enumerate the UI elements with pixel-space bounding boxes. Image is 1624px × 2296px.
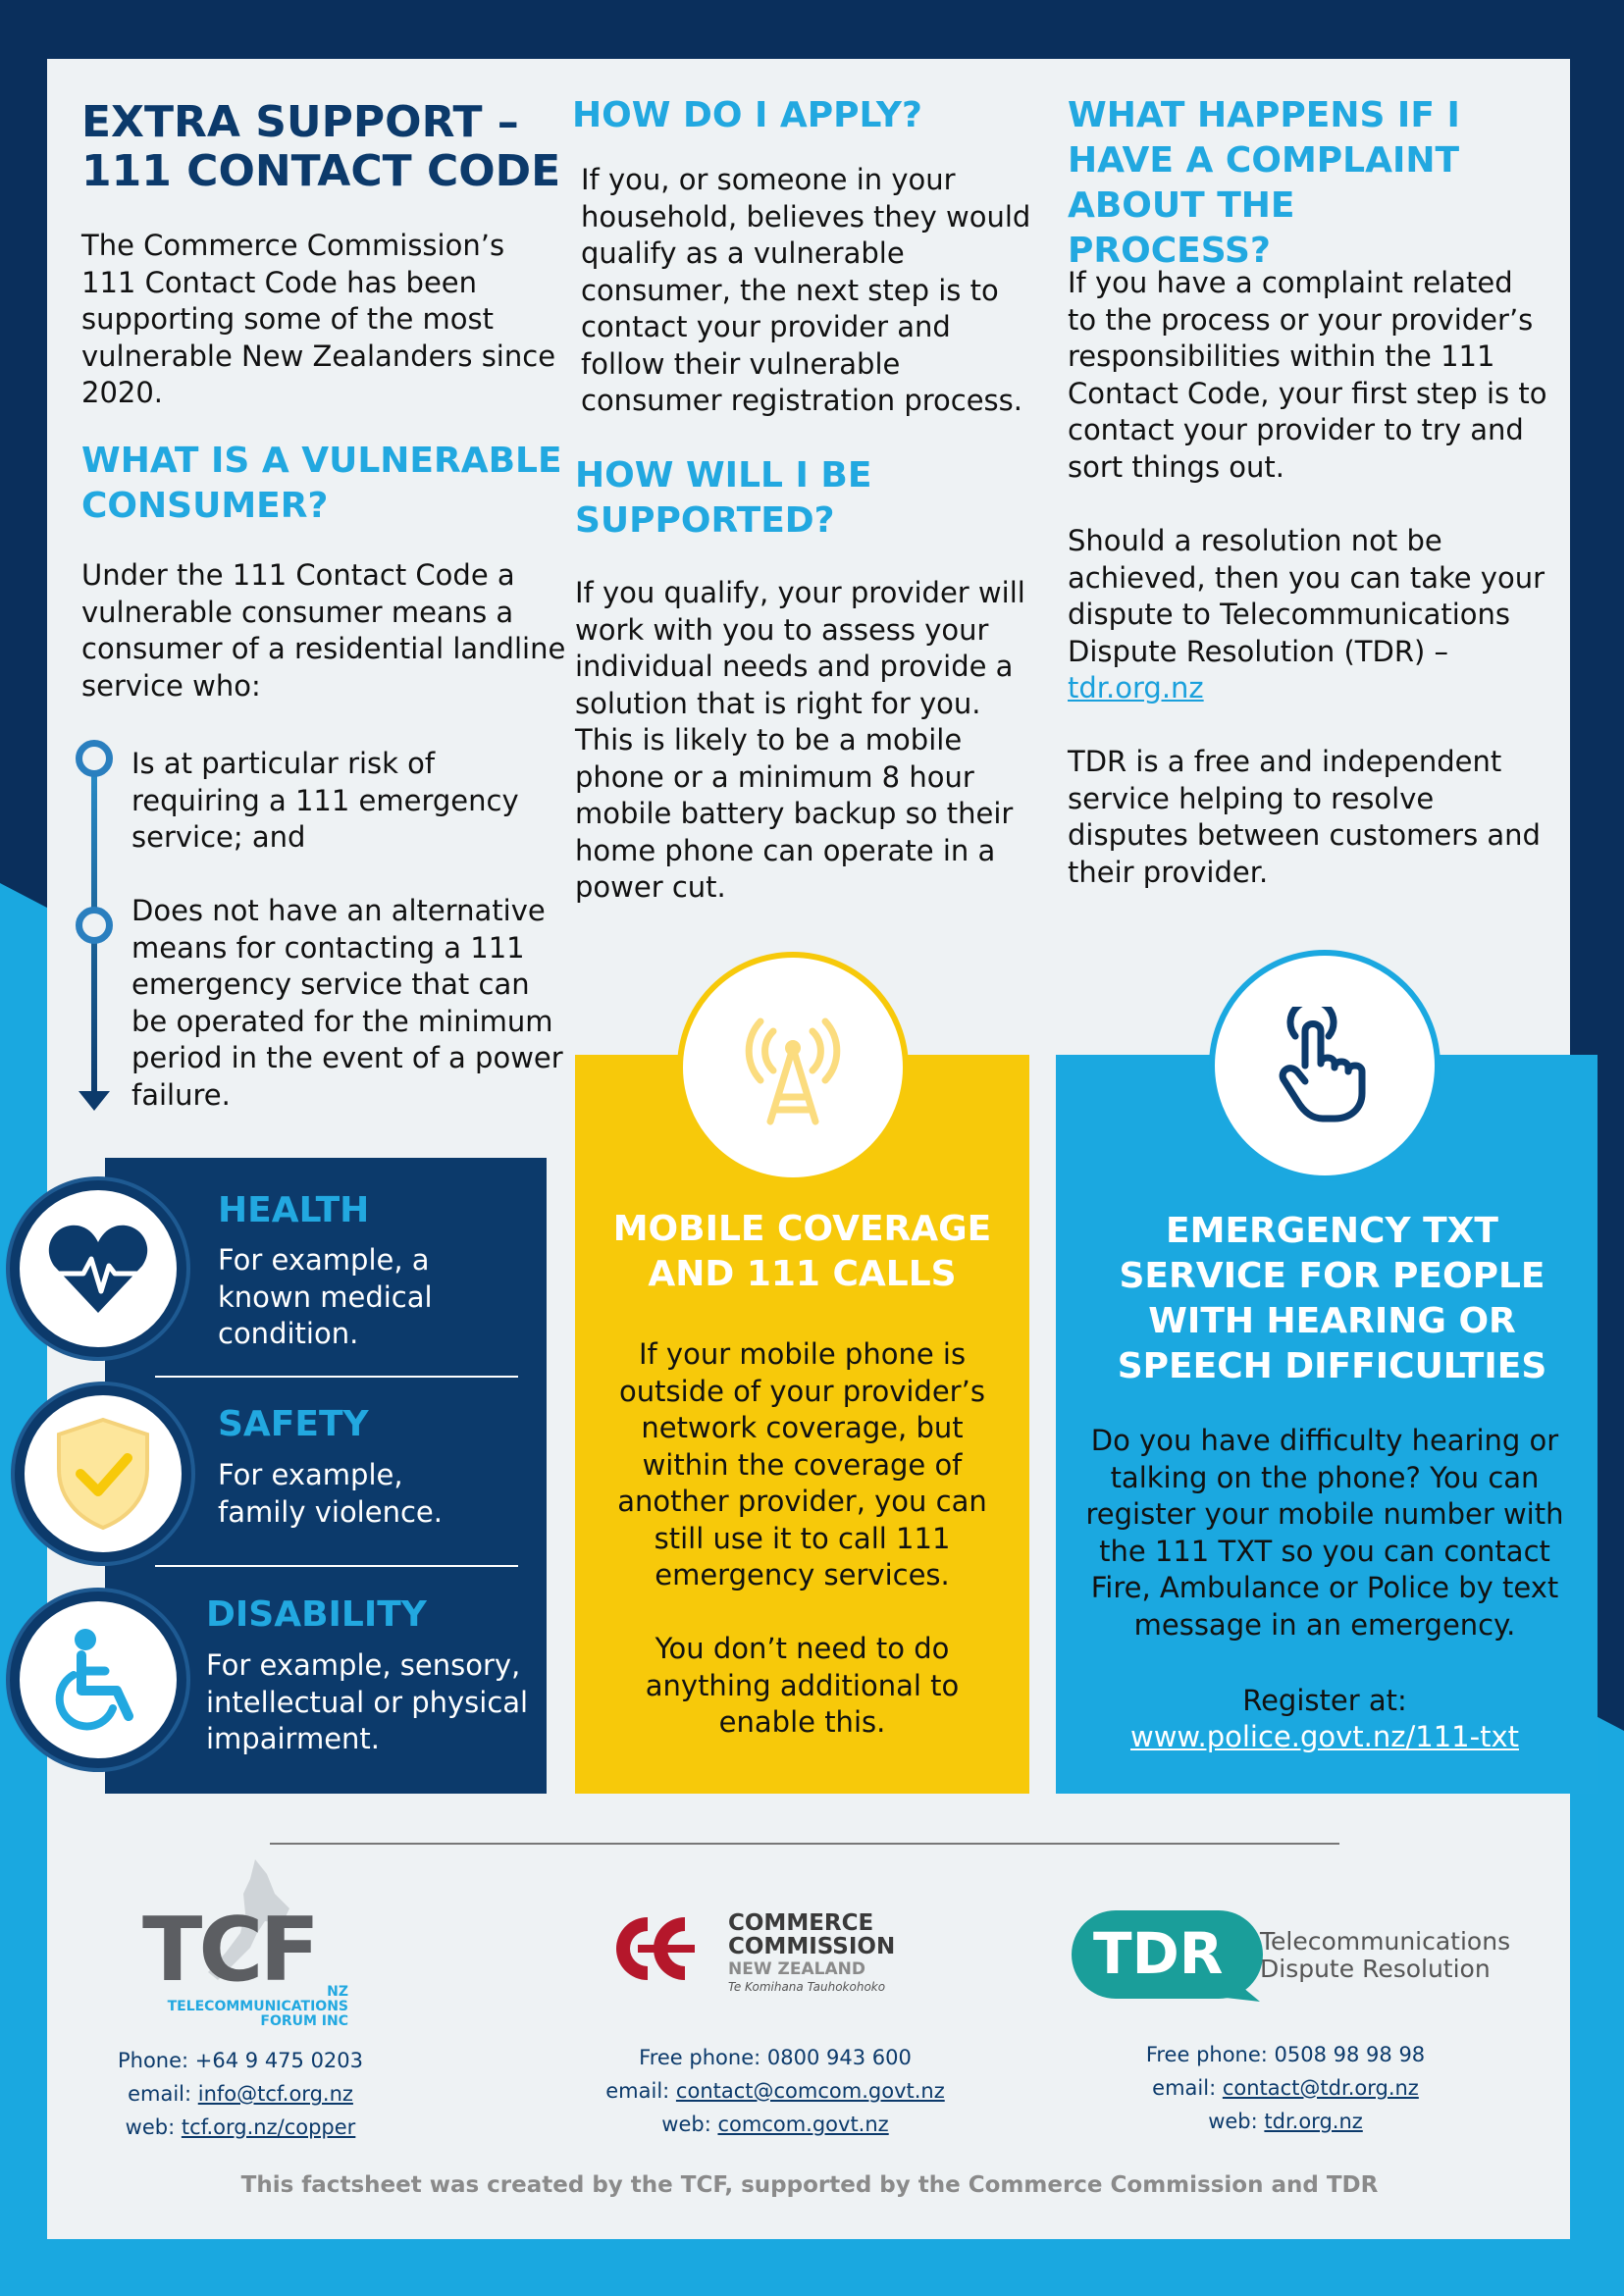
criteria-item: Is at particular risk of requiring a 111 emergency service; and bbox=[131, 747, 519, 854]
safety-icon-circle bbox=[15, 1385, 191, 1562]
shield-check-icon bbox=[49, 1415, 157, 1533]
factsheet-credit: This factsheet was created by the TCF, supported by the Commerce Commission and TDR bbox=[240, 2172, 1379, 2198]
category-text: For example, sensory, intellectual or physical impairment. bbox=[206, 1648, 529, 1755]
supported-heading: HOW WILL I BE SUPPORTED? bbox=[575, 455, 872, 541]
tdr-logo-line2: Dispute Resolution bbox=[1260, 1955, 1491, 1983]
txt-title: EMERGENCY TXT SERVICE FOR PEOPLE WITH HEARING OR SPEECH DIFFICULTIES bbox=[1117, 1211, 1547, 1386]
complaint-heading: WHAT HAPPENS IF I HAVE A COMPLAINT ABOUT THE PROCESS? bbox=[1068, 95, 1460, 271]
tcf-phone: Phone: +64 9 475 0203 bbox=[117, 2049, 364, 2072]
comcom-logo-line3: NEW ZEALAND bbox=[728, 1959, 865, 1979]
disability-icon-circle bbox=[10, 1592, 186, 1768]
tdr-phone: Free phone: 0508 98 98 98 bbox=[1145, 2043, 1426, 2066]
supported-body: If you qualify, your provider will work with you to assess your individual needs and provide a solution that is right for you. This is likely to be a mobile phone or a minimum 8 hour mobile battery backup so their home phone can operate in a power cut. bbox=[575, 576, 1025, 904]
apply-body: If you, or someone in your household, believes they would qualify as a vulnerable consumer, the next step is to contact your provider and follow their vulnerable consumer registration process. bbox=[581, 163, 1031, 417]
timeline-dot bbox=[76, 907, 113, 944]
category-text: For example, a known medical condition. bbox=[218, 1243, 433, 1350]
wheelchair-icon bbox=[44, 1626, 152, 1734]
heart-pulse-icon bbox=[44, 1215, 152, 1323]
apply-heading: HOW DO I APPLY? bbox=[572, 95, 922, 135]
tdr-logo-line1: Telecommunications bbox=[1260, 1927, 1511, 1956]
category-text: For example, family violence. bbox=[218, 1458, 443, 1529]
footer-divider bbox=[270, 1843, 1339, 1845]
intro-text: The Commerce Commission’s 111 Contact Code has been supporting some of the most vulnerable New Zealanders since 2020. bbox=[81, 229, 556, 409]
comcom-emblem-icon bbox=[608, 1909, 724, 1988]
tdr-email-label: email: bbox=[1152, 2076, 1223, 2100]
tcf-email-link[interactable]: info@tcf.org.nz bbox=[197, 2082, 353, 2106]
txt-body: Do you have difficulty hearing or talking on the phone? You can register your mobile number with the 111 TXT so you can contact Fire, Ambulance or Police by text message in an emergency. bbox=[1085, 1424, 1564, 1642]
complaint-p2 bbox=[1068, 523, 1548, 707]
comcom-logo-line4: Te Komihana Tauhokohoko bbox=[728, 1980, 886, 1994]
tdr-logo-text: TDR bbox=[1093, 1920, 1224, 1987]
tcf-email-line bbox=[88, 2077, 393, 2111]
tdr-email-link[interactable]: contact@tdr.org.nz bbox=[1222, 2076, 1419, 2100]
comcom-email-line bbox=[599, 2074, 952, 2108]
comcom-web-label: web: bbox=[661, 2113, 718, 2136]
criteria-item: Does not have an alternative means for contacting a 111 emergency service that can be operated for the minimum period in the event of a power failure. bbox=[131, 894, 563, 1112]
register-label: Register at: bbox=[1242, 1684, 1407, 1717]
tdr-email-line bbox=[1128, 2071, 1442, 2105]
category-divider bbox=[155, 1376, 518, 1378]
category-title: HEALTH bbox=[218, 1190, 370, 1230]
complaint-p2-text: Should a resolution not be achieved, then you can take your dispute to Telecommunications Dispute Resolution (TDR) – bbox=[1068, 524, 1545, 668]
tcf-web-link[interactable]: tcf.org.nz/copper bbox=[181, 2115, 356, 2139]
comcom-logo-line1: COMMERCE bbox=[728, 1910, 874, 1936]
mobile-title: MOBILE COVERAGE AND 111 CALLS bbox=[612, 1209, 992, 1294]
timeline-arrow-icon bbox=[79, 1091, 110, 1111]
comcom-phone: Free phone: 0800 943 600 bbox=[639, 2046, 912, 2069]
comcom-email-label: email: bbox=[605, 2079, 676, 2103]
antenna-icon bbox=[729, 1004, 857, 1131]
category-title: SAFETY bbox=[218, 1404, 369, 1444]
tcf-web-line bbox=[88, 2111, 393, 2144]
category-divider bbox=[155, 1565, 518, 1567]
register-link[interactable]: www.police.govt.nz/111-txt bbox=[1130, 1720, 1519, 1753]
comcom-web-link[interactable]: comcom.govt.nz bbox=[717, 2113, 889, 2136]
tcf-contact bbox=[88, 2044, 393, 2144]
category-title: DISABILITY bbox=[206, 1594, 427, 1635]
tdr-web-link[interactable]: tdr.org.nz bbox=[1264, 2110, 1363, 2133]
mobile-p1: If your mobile phone is outside of your provider’s network coverage, but within the coverage of another provider, you can still use it to call 111 emergency services. bbox=[617, 1337, 987, 1592]
vulnerable-body: Under the 111 Contact Code a vulnerable consumer means a consumer of a residential landline service who: bbox=[81, 558, 566, 703]
pointing-hand-icon bbox=[1266, 1007, 1384, 1124]
tdr-link[interactable]: tdr.org.nz bbox=[1068, 671, 1204, 704]
tdr-web-line bbox=[1128, 2105, 1442, 2138]
mobile-p2: You don’t need to do anything additional to enable this. bbox=[645, 1632, 960, 1739]
timeline-dot bbox=[76, 740, 113, 777]
tcf-logo bbox=[142, 1854, 353, 2029]
antenna-icon-circle bbox=[677, 952, 909, 1183]
comcom-logo-line2: COMMISSION bbox=[728, 1934, 896, 1959]
comcom-logo bbox=[608, 1904, 922, 2011]
complaint-p1: If you have a complaint related to the process or your provider’s responsibilities within the 111 Contact Code, your first step is to contact your provider to try and sort things out. bbox=[1068, 266, 1547, 484]
tdr-web-label: web: bbox=[1208, 2110, 1265, 2133]
comcom-contact bbox=[599, 2041, 952, 2141]
page-title: EXTRA SUPPORT – 111 CONTACT CODE bbox=[81, 97, 561, 196]
tcf-email-label: email: bbox=[128, 2082, 198, 2106]
tcf-web-label: web: bbox=[125, 2115, 182, 2139]
health-icon-circle bbox=[10, 1180, 186, 1357]
comcom-web-line bbox=[599, 2108, 952, 2141]
tcf-logo-text: TCF bbox=[142, 1899, 316, 2002]
tdr-contact bbox=[1128, 2038, 1442, 2138]
tcf-logo-subtitle: NZ TELECOMMUNICATIONS FORUM INC bbox=[167, 1984, 348, 2029]
tdr-logo bbox=[1072, 1908, 1513, 2007]
complaint-p3: TDR is a free and independent service helping to resolve disputes between customers and their provider. bbox=[1068, 745, 1541, 889]
comcom-email-link[interactable]: contact@comcom.govt.nz bbox=[675, 2079, 945, 2103]
pointing-hand-icon-circle bbox=[1209, 950, 1441, 1181]
vulnerable-heading: WHAT IS A VULNERABLE CONSUMER? bbox=[81, 441, 562, 526]
